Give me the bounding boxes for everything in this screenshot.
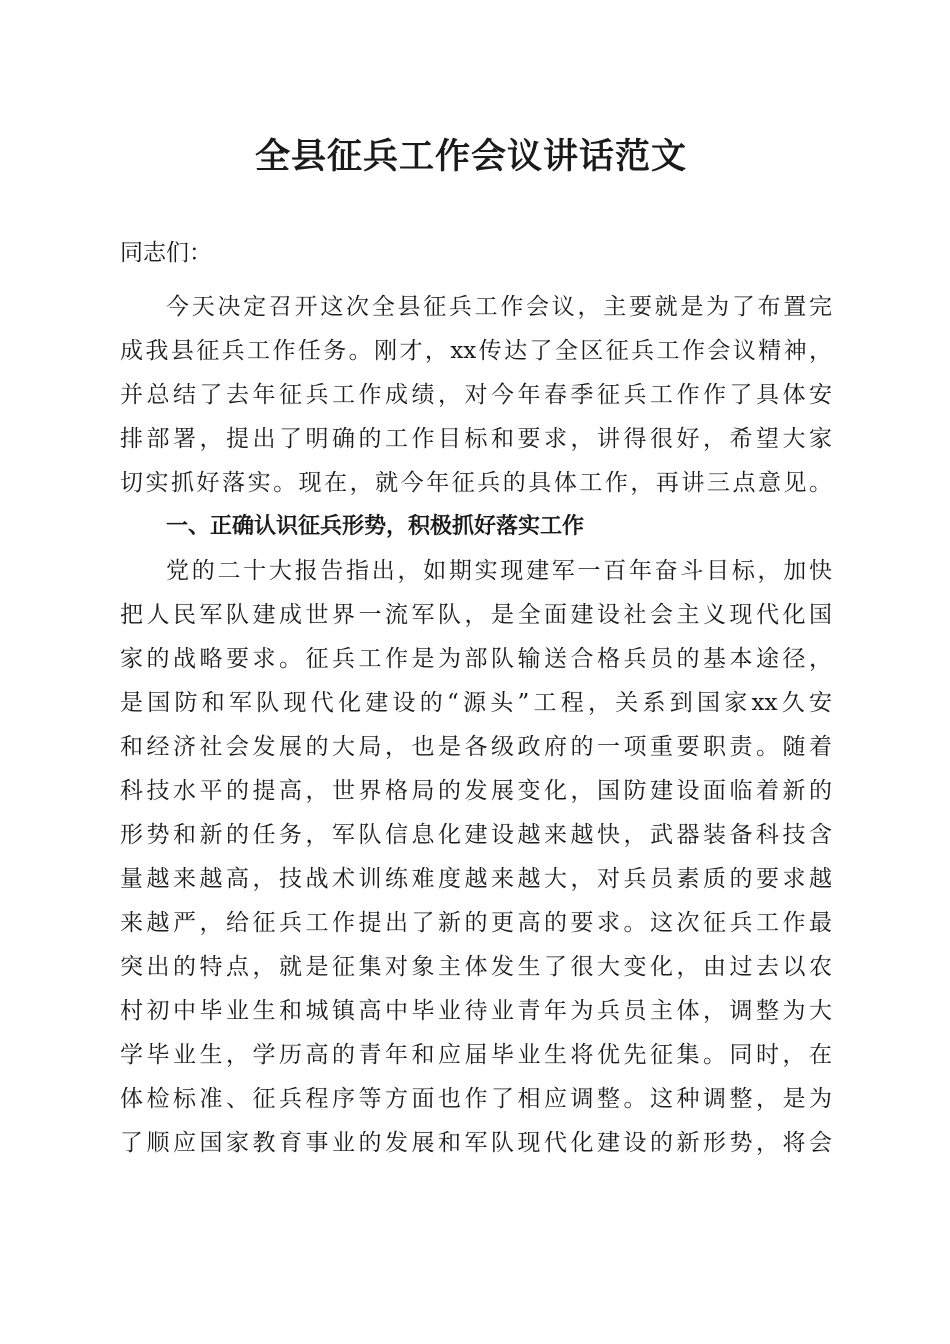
paragraph-line: 把人民军队建成世界一流军队，是全面建设社会主义现代化国 (120, 602, 832, 628)
paragraph-line: 家的战略要求。征兵工作是为部队输送合格兵员的基本途径， (120, 646, 832, 672)
paragraph-line: 量越来越高，技战术训练难度越来越大，对兵员素质的要求越 (120, 866, 832, 892)
salutation: 同志们： (120, 240, 212, 266)
paragraph-line: 突出的特点，就是征集对象主体发生了很大变化，由过去以农 (120, 954, 832, 980)
paragraph-line: 学毕业生，学历高的青年和应届毕业生将优先征集。同时，在 (120, 1042, 832, 1068)
document-title: 全县征兵工作会议讲话范文 (254, 137, 687, 177)
paragraph-line: 并总结了去年征兵工作成绩，对今年春季征兵工作作了具体安 (120, 382, 832, 408)
paragraph-line: 了顺应国家教育事业的发展和军队现代化建设的新形势，将会 (120, 1130, 832, 1156)
paragraph-line: 切实抓好落实。现在，就今年征兵的具体工作，再讲三点意见。 (120, 470, 832, 496)
paragraph-section1 (120, 549, 832, 1165)
paragraph-line: 和经济社会发展的大局，也是各级政府的一项重要职责。随着 (120, 734, 832, 760)
paragraph-line: 体检标准、征兵程序等方面也作了相应调整。这种调整，是为 (120, 1086, 832, 1112)
paragraph-line: 成我县征兵工作任务。刚才，xx传达了全区征兵工作会议精神， (120, 338, 832, 364)
paragraph-line: 科技水平的提高，世界格局的发展变化，国防建设面临着新的 (120, 778, 832, 804)
paragraph-line: 来越严，给征兵工作提出了新的更高的要求。这次征兵工作最 (120, 910, 832, 936)
paragraph-line: 村初中毕业生和城镇高中毕业待业青年为兵员主体，调整为大 (120, 998, 832, 1024)
paragraph-line: 排部署，提出了明确的工作目标和要求，讲得很好，希望大家 (120, 426, 832, 452)
paragraph-line: 形势和新的任务，军队信息化建设越来越快，武器装备科技含 (120, 822, 832, 848)
paragraph-line: 是国防和军队现代化建设的“源头”工程，关系到国家xx久安 (120, 690, 832, 716)
paragraph-line: 党的二十大报告指出，如期实现建军一百年奋斗目标，加快 (166, 558, 832, 584)
document-body (120, 231, 832, 1165)
section-heading: 一、正确认识征兵形势，积极抓好落实工作 (166, 514, 585, 539)
paragraph-intro (120, 285, 832, 505)
paragraph-line: 今天决定召开这次全县征兵工作会议，主要就是为了布置完 (166, 294, 832, 320)
